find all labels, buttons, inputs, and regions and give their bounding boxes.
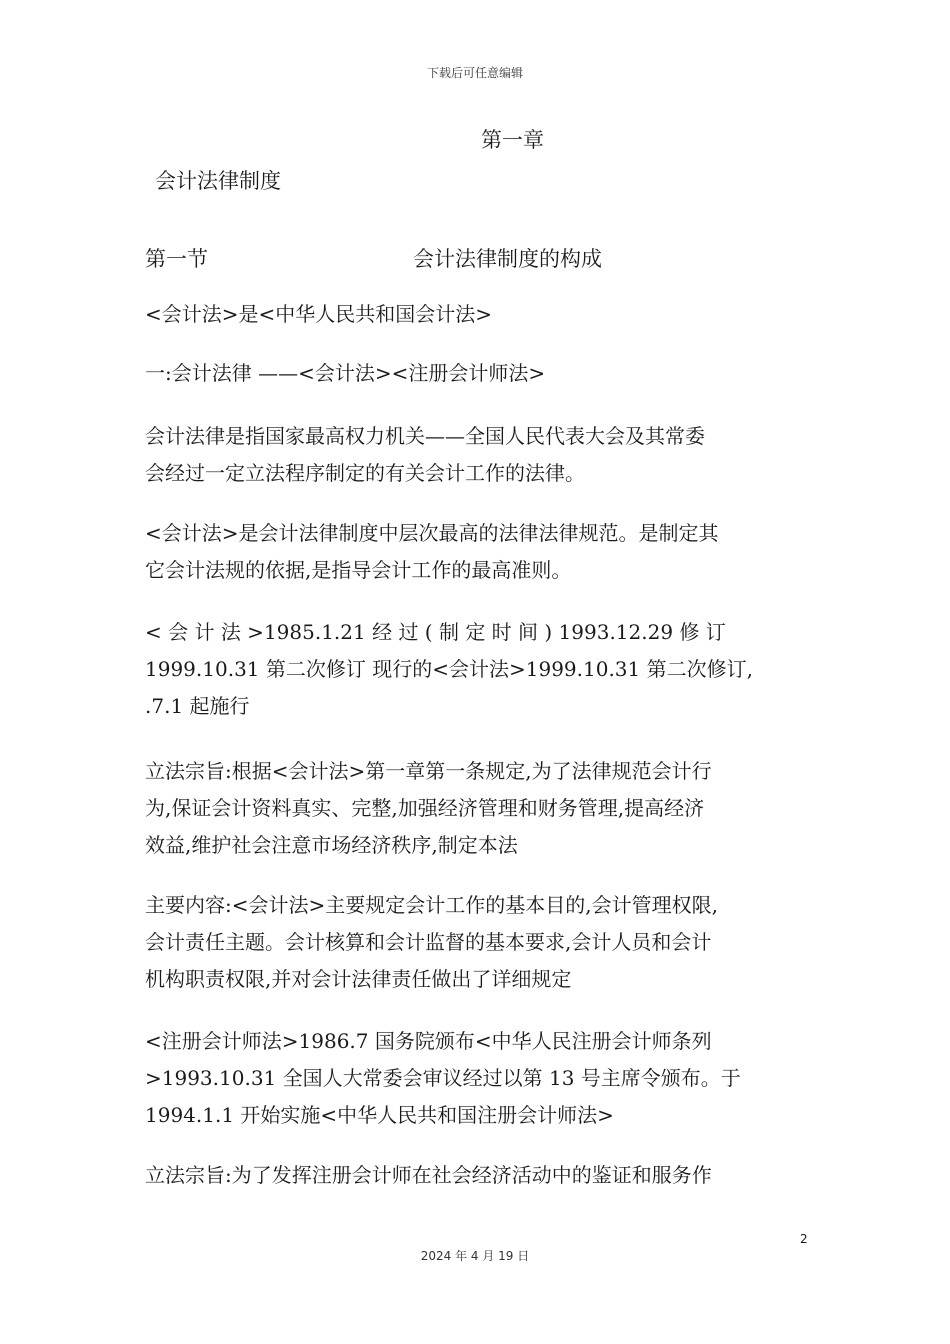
paragraph bbox=[145, 296, 815, 333]
text-line: 为,保证会计资料真实、完整,加强经济管理和财务管理,提高经济 bbox=[145, 796, 705, 820]
page-number: 2 bbox=[800, 1232, 808, 1246]
text-line: 它会计法规的依据,是指导会计工作的最高准则。 bbox=[145, 558, 572, 582]
text-line: 会计责任主题。会计核算和会计监督的基本要求,会计人员和会计 bbox=[145, 930, 712, 954]
section-title: 会计法律制度的构成 bbox=[413, 247, 602, 271]
text-line: 立法宗旨:根据<会计法>第一章第一条规定,为了法律规范会计行 bbox=[145, 759, 712, 783]
text-line: 效益,维护社会注意市场经济秩序,制定本法 bbox=[145, 833, 518, 857]
paragraph bbox=[145, 887, 815, 998]
text-line: <会计法>是<中华人民共和国会计法> bbox=[145, 302, 493, 326]
text-line: .7.1 起施行 bbox=[145, 694, 250, 718]
paragraph bbox=[145, 753, 815, 864]
text-line: 会计法律是指国家最高权力机关——全国人民代表大会及其常委 bbox=[145, 424, 705, 448]
chapter-subtitle: 会计法律制度 bbox=[155, 169, 281, 193]
text-line: <会计法>是会计法律制度中层次最高的法律法律规范。是制定其 bbox=[145, 521, 719, 545]
text-line: 机构职责权限,并对会计法律责任做出了详细规定 bbox=[145, 967, 572, 991]
text-line: 会经过一定立法程序制定的有关会计工作的法律。 bbox=[145, 461, 585, 485]
paragraph bbox=[145, 515, 815, 589]
text-line: 主要内容:<会计法>主要规定会计工作的基本目的,会计管理权限, bbox=[145, 893, 718, 917]
paragraph bbox=[145, 418, 815, 492]
page-header: 下载后可任意编辑 bbox=[426, 66, 523, 80]
text-line: <注册会计师法>1986.7 国务院颁布<中华人民注册会计师条列 bbox=[145, 1029, 712, 1053]
paragraph bbox=[145, 355, 815, 392]
paragraph bbox=[145, 614, 815, 725]
paragraph bbox=[145, 1157, 815, 1194]
text-line: 立法宗旨:为了发挥注册会计师在社会经济活动中的鉴证和服务作 bbox=[145, 1163, 712, 1187]
text-line: 1994.1.1 开始实施<中华人民共和国注册会计师法> bbox=[145, 1103, 614, 1127]
text-line: >1993.10.31 全国人大常委会审议经过以第 13 号主席令颁布。于 bbox=[145, 1066, 741, 1090]
chapter-title: 第一章 bbox=[481, 128, 544, 152]
text-line: 1999.10.31 第二次修订 现行的<会计法>1999.10.31 第二次修订, bbox=[145, 657, 753, 681]
paragraph bbox=[145, 1023, 815, 1134]
section-number: 第一节 bbox=[145, 247, 208, 271]
text-line: < 会 计 法 >1985.1.21 经 过 ( 制 定 时 间 ) 1993.12.29 修 订 bbox=[145, 620, 726, 644]
text-line: 一:会计法律 ——<会计法><注册会计师法> bbox=[145, 361, 546, 385]
page-footer-date: 2024 年 4 月 19 日 bbox=[420, 1249, 530, 1263]
